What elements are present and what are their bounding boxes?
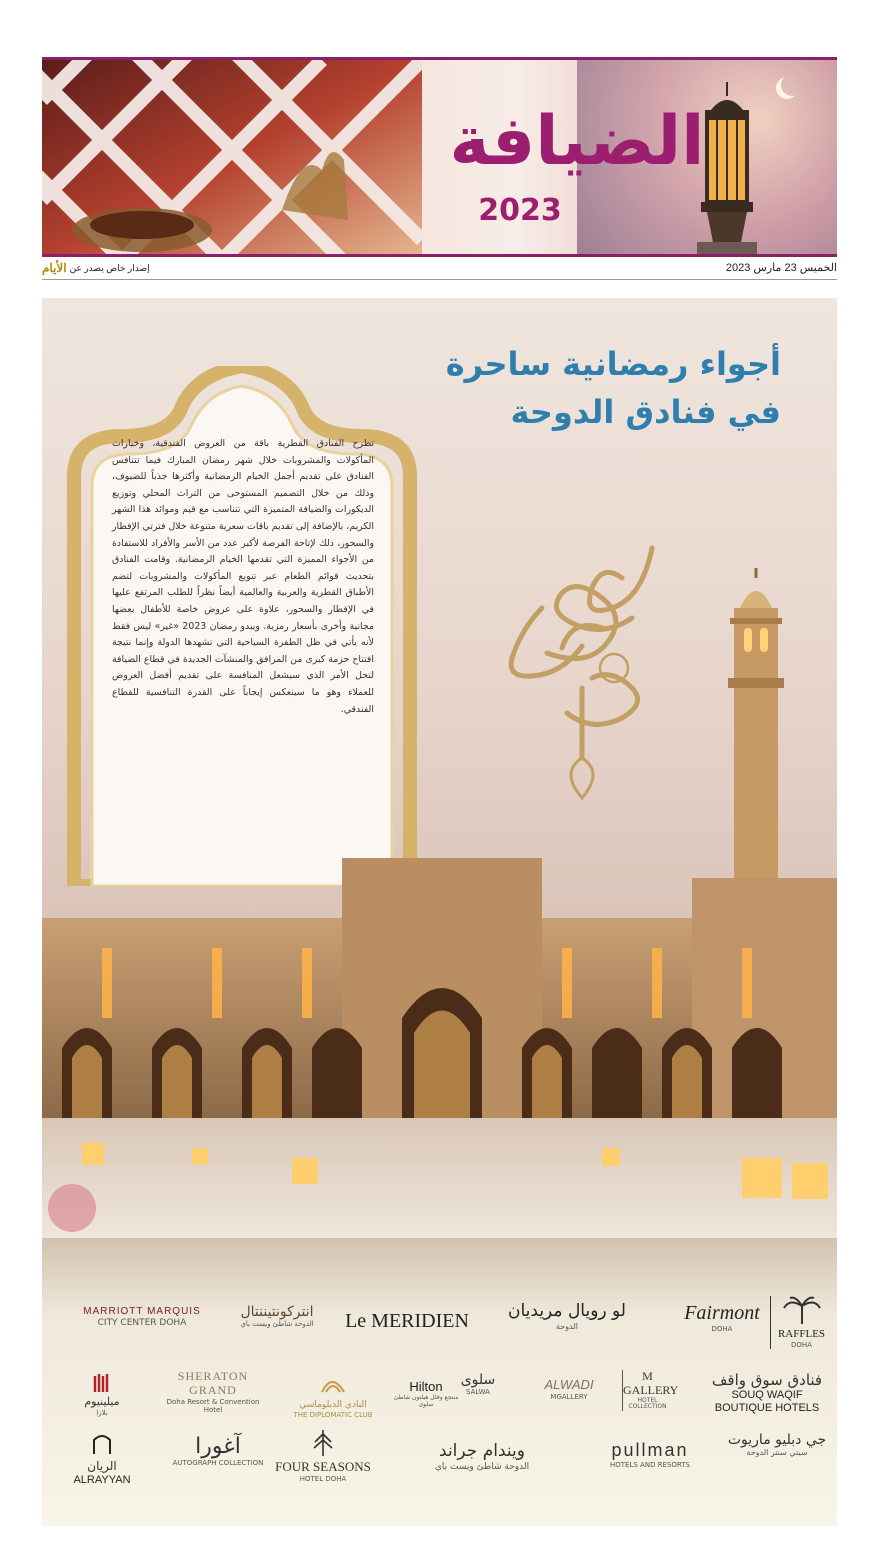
article-body: تطرح الفنادق القطرية باقة من العروض الفندقية، وخيارات المأكولات والمشروبات خلال شهر رمضان المبارك فيما تتنافس الفنادق على تقديم أجمل الخيام الرمضانية وأكثرها جذباً للضيوف، وذلك من خلال التصميم المستوحى من التراث المحلي وتوزيع الديكورات والضيافة المتميزة التي تتناسب مع قيم وموائد هذا الشهر الكريم، بالإضافة إلى تقديم باقات سعرية متنوعة خلال فترتي الإفطار والسحور، ذلك لإتاحة الفرصة لأكبر عدد من الأسر والأفراد للاستفادة من الأجواء المميزة التي تقدمها الخيام الرمضانية. وقامت الفنادق بتحديث قوائم الطعام عبر تنويع المأكولات والمشروبات لتضم الأطباق القطرية والعربية والعالمية أيضاً نظراً للطلب المرتفع عليها في الإفطار والسحور، علاوة على عروض خاصة للأطفال بعضها مجانية وأخرى بأسعار رمزية. ويبدو رمضان 2023 «غير» ليس فقط لأنه يأتي في ظل الطفرة السياحية التي تشهدها الدولة وإنما نتيجة افتتاح حزمة كبرى من المرافق والمنشآت الجديدة في قطاع الضيافة لتحل الأمر الذي سيشعل المنافسة على تقديم أفضل العروض للعملاء وهو ما سينعكس إيجاباً على القدرة التنافسية للقطاع الفندقي.: [112, 438, 374, 715]
logo-pullman: [590, 1440, 710, 1469]
four-seasons-tree-icon: [310, 1426, 336, 1456]
logo-sub: DOHA: [711, 1325, 733, 1333]
logo-sub: بلازا: [96, 1409, 108, 1418]
logo-name: pullman: [611, 1440, 689, 1460]
logo-sub: MGALLERY: [550, 1392, 588, 1401]
minaret-image: [716, 568, 796, 898]
logo-name: ويندام جراند: [439, 1441, 525, 1461]
headline-line-2: في فنادق الدوحة: [510, 393, 781, 431]
logo-sub: HOTELS AND RESORTS: [610, 1460, 690, 1469]
logo-le-royal-meridien: [502, 1302, 632, 1331]
diplomatic-club-emblem-icon: [318, 1370, 348, 1396]
logo-name: Fairmont: [684, 1302, 760, 1324]
logo-name: جي دبليو ماريوت: [727, 1432, 827, 1448]
logo-sub: SOUQ WAQIF BOUTIQUE HOTELS: [714, 1389, 820, 1414]
logo-name: ALWADI: [544, 1377, 594, 1392]
logo-sub: منتجع وفلل هيلتون شاطئ سلوى: [393, 1393, 459, 1408]
logo-name: M GALLERY: [623, 1369, 679, 1397]
logo-sub: الدوحة شاطئ ويست باي: [240, 1320, 314, 1329]
logo-salwa: [450, 1372, 506, 1396]
logo-sub: سيتي سنتر الدوحة: [746, 1448, 808, 1458]
logo-name: فنادق سوق واقف: [711, 1371, 823, 1389]
logo-name: النادي الدبلوماسي: [299, 1400, 367, 1411]
headline-line-1: أجواء رمضانية ساحرة: [445, 345, 781, 383]
logo-sub: HOTEL DOHA: [299, 1475, 347, 1484]
logo-name: لو رويال مريديان: [508, 1301, 626, 1321]
logo-sub: CITY CENTER DOHA: [97, 1317, 187, 1328]
article-headline: [401, 340, 781, 436]
lattice-pattern-image: [42, 60, 422, 257]
logo-millennium: [62, 1372, 142, 1417]
logo-name: MARRIOTT MARQUIS: [83, 1306, 201, 1317]
logo-souq-waqif: [702, 1372, 832, 1415]
header-divider: [42, 279, 837, 280]
logo-fairmont: [672, 1302, 772, 1333]
feature-panel: [42, 298, 837, 1526]
logo-sub: AUTOGRAPH COLLECTION: [172, 1459, 264, 1468]
logo-name: سلوى: [460, 1372, 496, 1388]
logo-alwadi: [524, 1378, 614, 1401]
dateline: [42, 261, 837, 277]
publisher-note: إصدار خاص يصدر عن: [69, 262, 150, 273]
logo-name: Le MERIDIEN: [345, 1310, 469, 1332]
logo-mgallery: [622, 1369, 679, 1411]
logo-name: انتركونتيننتال: [240, 1304, 314, 1320]
logo-sub: Doha Resort & Convention Hotel: [166, 1397, 260, 1414]
sponsor-logos: [42, 1266, 837, 1516]
millennium-mark-icon: [93, 1372, 111, 1392]
logo-sub: HOTEL COLLECTION: [628, 1396, 667, 1411]
publisher-logo: الأيام: [42, 261, 67, 275]
logo-four-seasons: [268, 1426, 378, 1483]
logo-jw-marriott: [722, 1432, 832, 1457]
logo-name: RAFFLES: [777, 1328, 826, 1341]
logo-alrayyan: [52, 1434, 152, 1487]
logo-name: SHERATON GRAND: [177, 1369, 249, 1397]
logo-agora: [168, 1434, 268, 1467]
logo-sub: الدوحة: [556, 1321, 578, 1331]
ramadan-kareem-calligraphy-icon: [482, 528, 702, 808]
logo-diplomatic-club: [278, 1370, 388, 1419]
logo-wyndham-grand: [392, 1442, 572, 1472]
logo-le-meridien: [342, 1310, 472, 1333]
mosque-photo: [42, 858, 837, 1238]
logo-name: الريان: [87, 1459, 117, 1474]
logo-sheraton-grand: [158, 1370, 268, 1414]
banner-year: 2023: [478, 193, 562, 228]
logo-name: ميلينيوم: [84, 1395, 120, 1409]
logo-name: Hilton: [409, 1379, 443, 1394]
logo-sub: ALRAYYAN: [73, 1474, 131, 1487]
logo-sub: الدوحة شاطئ ويست باي: [434, 1461, 530, 1472]
logo-name: FOUR SEASONS: [275, 1459, 371, 1475]
crescent-moon-icon: [781, 74, 803, 96]
header-banner: [42, 57, 837, 257]
logo-name: آغورا: [195, 1434, 241, 1459]
publisher-credit: [42, 261, 150, 275]
logo-sub: DOHA: [791, 1341, 812, 1350]
banner-title: الضيافة: [449, 102, 705, 181]
alrayyan-mark-icon: [91, 1434, 113, 1456]
logo-sub: THE DIPLOMATIC CLUB: [293, 1410, 373, 1419]
logo-sub: SALWA: [466, 1388, 490, 1397]
logo-raffles: [770, 1296, 832, 1349]
logo-marriott-marquis: [72, 1306, 212, 1328]
palm-tree-icon: [782, 1296, 822, 1324]
issue-date: الخميس 23 مارس 2023: [725, 262, 837, 274]
logo-intercontinental: [222, 1304, 332, 1328]
